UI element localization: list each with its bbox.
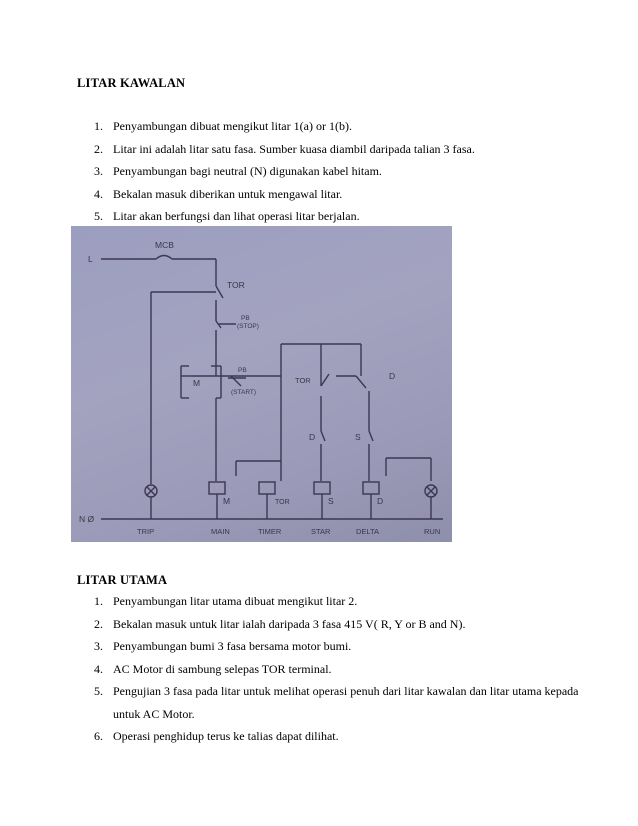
list-item: 5. Pengujian 3 fasa pada litar untuk melihat operasi penuh dari litar kawalan dan litar utama kepada untuk AC Motor.	[94, 684, 579, 721]
label-main: MAIN	[211, 527, 230, 536]
label-star: STAR	[311, 527, 331, 536]
section-title-litar-kawalan: LITAR KAWALAN	[77, 76, 186, 90]
label-pb-start-sub: (START)	[231, 389, 257, 396]
control-circuit-diagram	[71, 226, 452, 542]
label-pb-stop-sub: (STOP)	[237, 323, 259, 330]
list-item: 6. Operasi penghidup terus ke talias dapat dilihat.	[94, 729, 339, 743]
list-item: 1. Penyambungan litar utama dibuat mengikut litar 2.	[94, 594, 358, 608]
list-item: 1. Penyambungan dibuat mengikut litar 1(a) or 1(b).	[94, 119, 352, 133]
label-pb-start: PB	[238, 367, 247, 374]
label-run: RUN	[424, 527, 441, 536]
label-pb-stop: PB	[241, 315, 250, 322]
label-mcb: MCB	[155, 240, 174, 250]
label-timer: TIMER	[258, 527, 282, 536]
label-tor: TOR	[227, 280, 245, 290]
label-coil-m: M	[223, 496, 231, 506]
section-title-litar-utama: LITAR UTAMA	[77, 573, 168, 587]
utama-steps-list	[94, 590, 583, 748]
list-item: 5. Litar akan berfungsi dan lihat operasi litar berjalan.	[94, 209, 360, 223]
label-d-contact: D	[389, 371, 396, 381]
label-coil-tor: TOR	[275, 499, 290, 506]
list-item: 2. Bekalan masuk untuk litar ialah daripada 3 fasa 415 V( R, Y or B and N).	[94, 616, 466, 631]
label-line: L	[88, 254, 93, 264]
list-item: 4. Bekalan masuk diberikan untuk mengawal litar.	[94, 186, 343, 201]
list-item: 3. Penyambungan bagi neutral (N) digunakan kabel hitam.	[94, 164, 382, 178]
label-coil-d: D	[377, 496, 384, 506]
label-coil-s: S	[328, 496, 334, 506]
label-trip: TRIP	[137, 527, 155, 536]
list-item: 2. Litar ini adalah litar satu fasa. Sumber kuasa diambil daripada talian 3 fasa.	[94, 141, 475, 156]
label-delta: DELTA	[356, 527, 380, 536]
control-circuit-photo	[71, 226, 452, 542]
label-s-interlock: S	[355, 432, 361, 442]
label-tor-contact: TOR	[295, 376, 311, 385]
label-d-interlock: D	[309, 432, 316, 442]
list-item: 3. Penyambungan bumi 3 fasa bersama motor bumi.	[94, 639, 352, 653]
list-item: 4. AC Motor di sambung selepas TOR terminal.	[94, 661, 332, 676]
kawalan-steps-list	[94, 115, 475, 228]
label-m-contact: M	[193, 378, 201, 388]
label-neutral: N Ø	[79, 514, 95, 524]
